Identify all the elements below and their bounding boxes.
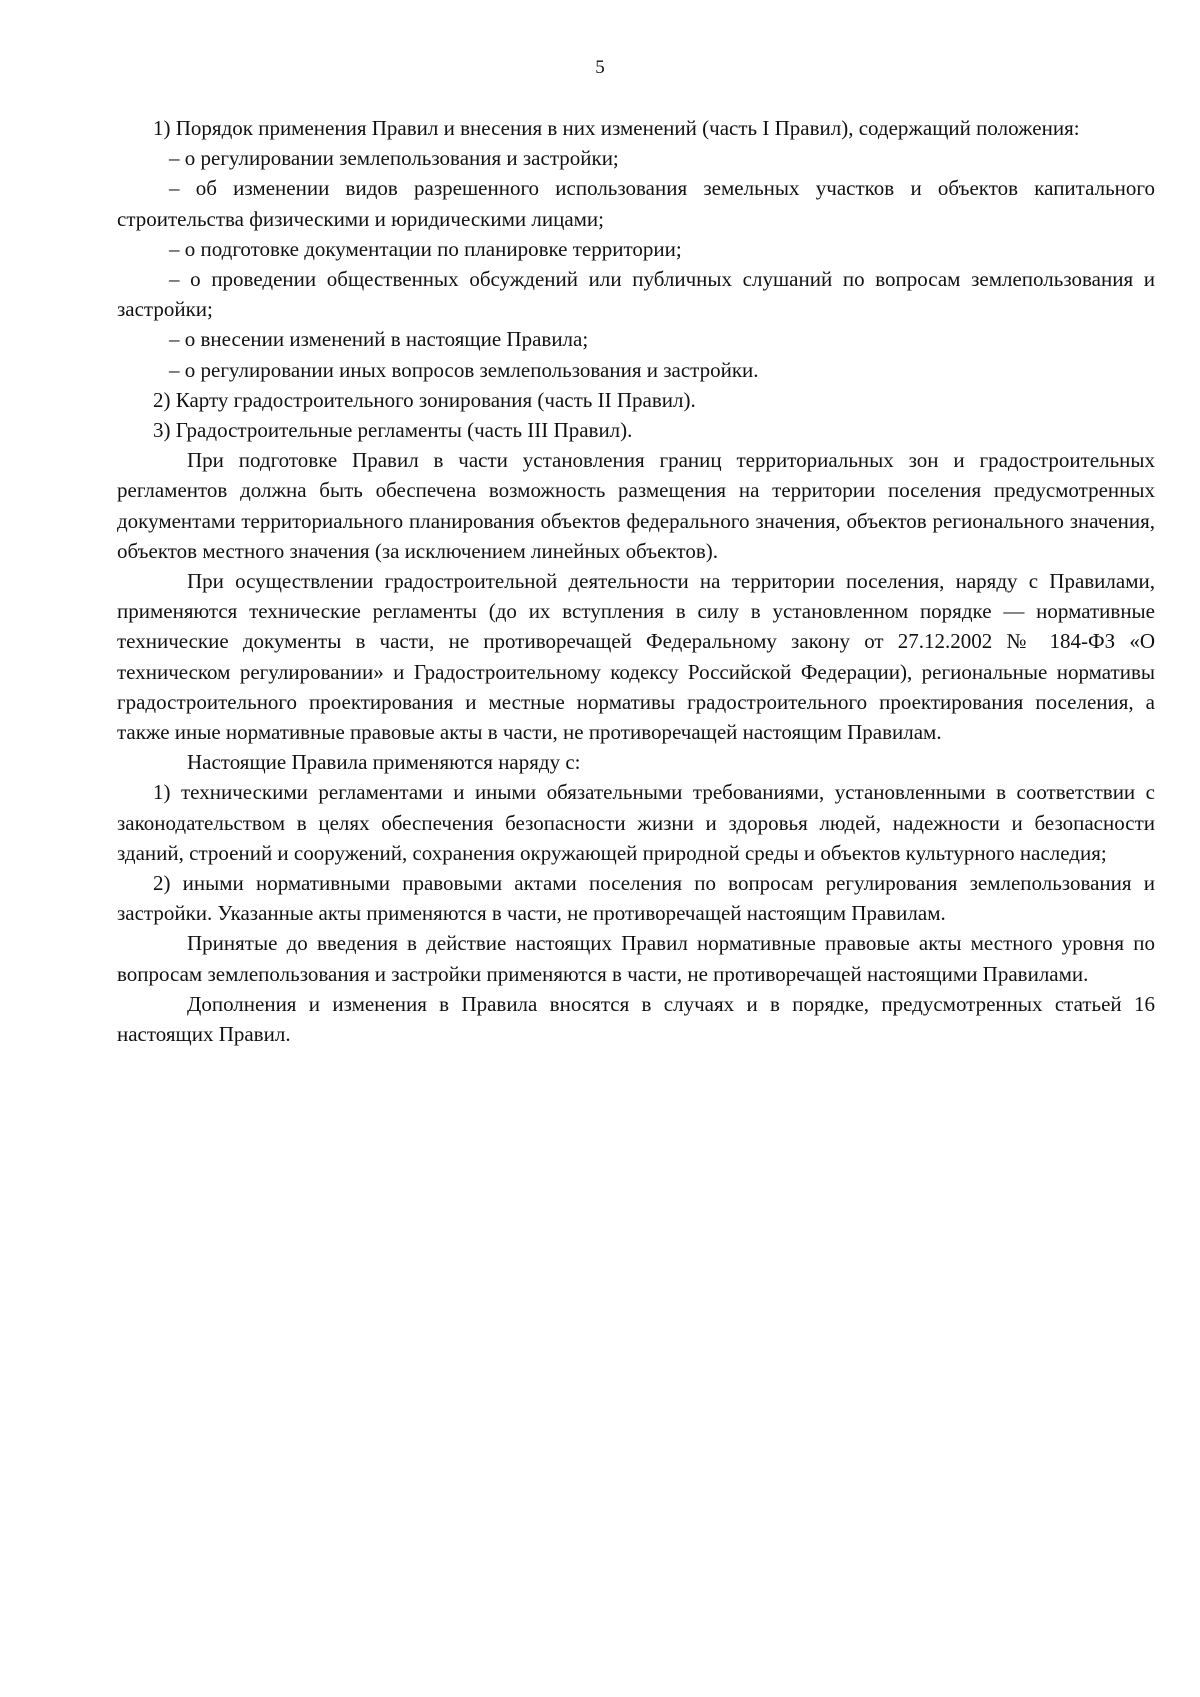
- list-item-other-normative-acts: 2) иными нормативными правовыми актами поселения по вопросам регулирования землепользования и застройки. Указанные акты применяются в части, не противоречащей настоящим Правилам.: [117, 871, 1155, 926]
- dash-item-permitted-use-change: – об изменении видов разрешенного использования земельных участков и объектов капитального строительства физическими и юридическими лицами;: [117, 176, 1155, 231]
- paragraph-amendments-procedure: Дополнения и изменения в Правила вносятся в случаях и в порядке, предусмотренных статьей 16 настоящих Правил.: [117, 991, 1155, 1047]
- dash-item-land-use-regulation: – о регулировании землепользования и застройки;: [169, 146, 619, 171]
- document-body: [117, 113, 1155, 1049]
- list-item-part-1: 1) Порядок применения Правил и внесения в них изменений (часть I Правил), содержащий положения:: [153, 116, 1080, 140]
- dash-item-public-hearings: – о проведении общественных обсуждений или публичных слушаний по вопросам землепользования и застройки;: [117, 267, 1155, 322]
- list-item-part-3: 3) Градостроительные регламенты (часть III Правил).: [153, 418, 633, 443]
- page-number: 5: [595, 57, 605, 78]
- list-item-technical-requirements: 1) техническими регламентами и иными обязательными требованиями, установленными в соответствии с законодательством в целях обеспечения безопасности жизни и здоровья людей, надежности и безопасности зданий, строений и сооружений, сохранения окружающей природной среды и объектов культурного наследия;: [117, 780, 1155, 865]
- dash-item-amendments: – о внесении изменений в настоящие Правила;: [169, 327, 589, 352]
- paragraph-prior-acts: Принятые до введения в действие настоящих Правил нормативные правовые акты местного уровня по вопросам землепользования и застройки применяются в части, не противоречащей настоящими Правилами.: [117, 931, 1155, 986]
- paragraph-applied-along-with: Настоящие Правила применяются наряду с:: [187, 750, 581, 775]
- list-item-part-2: 2) Карту градостроительного зонирования (часть II Правил).: [153, 387, 696, 412]
- dash-item-planning-documentation: – о подготовке документации по планировке территории;: [169, 236, 682, 261]
- paragraph-technical-regulations: При осуществлении градостроительной деятельности на территории поселения, наряду с Правилами, применяются технические регламенты (до их вступления в силу в установленном порядке — нормативные технические документы в части, не противоречащей Федеральному закону от 27.12.2002 № 184-ФЗ «О техническом регулировании» и Градостроительному кодексу Российской Федерации), региональные нормативы градостроительного проектирования и местные нормативы градостроительного проектирования поселения, а также иные нормативные правовые акты в части, не противоречащей настоящим Правилам.: [117, 569, 1155, 745]
- dash-item-other-issues: – о регулировании иных вопросов землепользования и застройки.: [169, 357, 759, 382]
- paragraph-zone-boundaries: При подготовке Правил в части установления границ территориальных зон и градостроительных регламентов должна быть обеспечена возможность размещения на территории поселения предусмотренных документами территориального планирования объектов федерального значения, объектов регионального значения, объектов местного значения (за исключением линейных объектов).: [117, 448, 1155, 563]
